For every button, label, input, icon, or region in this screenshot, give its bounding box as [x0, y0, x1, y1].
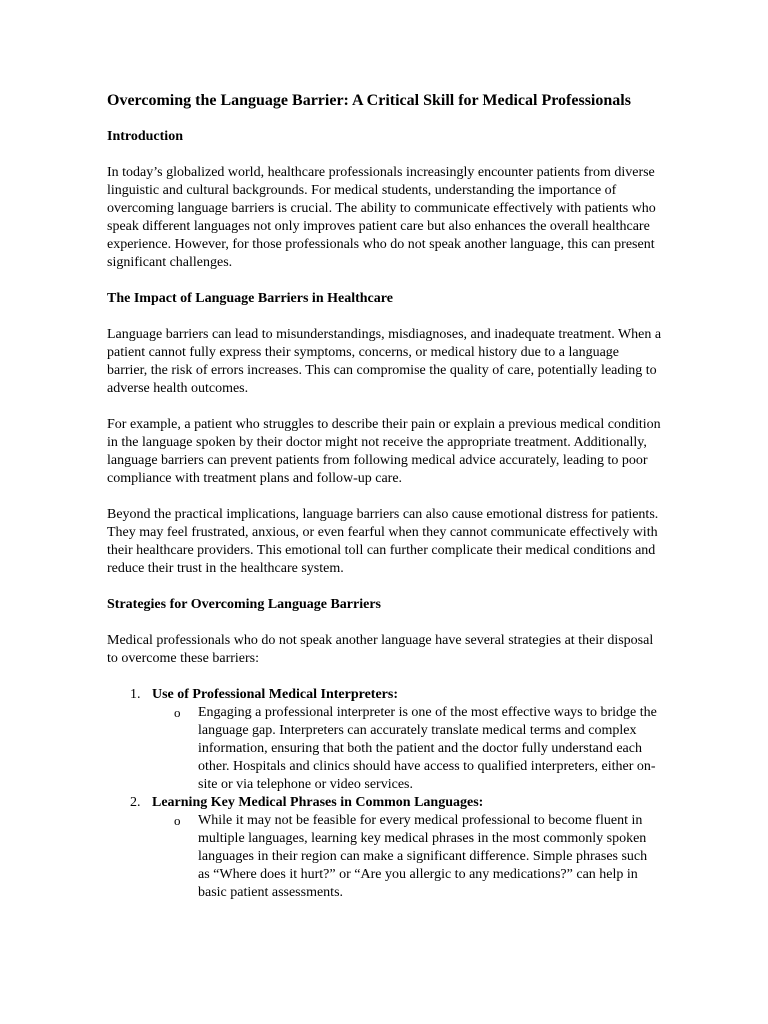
circle-bullet-icon: o [174, 705, 181, 720]
impact-paragraph-2: For example, a patient who struggles to describe their pain or explain a previous medical condition in the language spoken by their doctor might not receive the appropriate treatment. Additionally, language barriers can prevent patients from following medical advice accurately, leading to poor compliance with treatment plans and follow-up care. [107, 417, 661, 486]
sub-list-item [152, 812, 662, 902]
list-item [107, 794, 662, 902]
intro-paragraph: In today’s globalized world, healthcare professionals increasingly encounter patients from diverse linguistic and cultural backgrounds. For medical students, understanding the importance of overcoming language barriers is crucial. The ability to communicate effectively with patients who speak different languages not only improves patient care but also enhances the overall healthcare experience. However, for those professionals who do not speak another language, this can present significant challenges. [107, 165, 656, 270]
list-item-title: Learning Key Medical Phrases in Common Languages: [152, 795, 484, 810]
sub-list-item-text: While it may not be feasible for every medical professional to become fluent in multiple languages, learning key medical phrases in the most commonly spoken languages in their region can make a significant difference. Simple phrases such as “Where does it hurt?” or “Are you allergic to any medications?” can help in basic patient assessments. [198, 813, 648, 900]
list-item-number: 1. [130, 687, 141, 702]
sub-list [152, 812, 662, 902]
list-item [107, 686, 662, 794]
strategies-paragraph: Medical professionals who do not speak another language have several strategies at their disposal to overcome these barriers: [107, 633, 654, 666]
impact-paragraph-1: Language barriers can lead to misunderstandings, misdiagnoses, and inadequate treatment. When a patient cannot fully express their symptoms, concerns, or medical history due to a language barrier, the risk of errors increases. This can compromise the quality of care, potentially leading to adverse health outcomes. [107, 327, 662, 396]
impact-paragraph-3: Beyond the practical implications, language barriers can also cause emotional distress for patients. They may feel frustrated, anxious, or even fearful when they cannot communicate effectively with their healthcare providers. This emotional toll can further complicate their medical conditions and reduce their trust in the healthcare system. [107, 507, 659, 576]
list-item-title: Use of Professional Medical Interpreters: [152, 687, 398, 702]
section-heading-strategies: Strategies for Overcoming Language Barriers [107, 597, 381, 612]
list-item-number: 2. [130, 795, 141, 810]
strategies-list [107, 686, 662, 902]
sub-list [152, 704, 662, 794]
document-page [107, 91, 662, 902]
sub-list-item [152, 704, 662, 794]
section-heading-introduction: Introduction [107, 129, 183, 144]
section-heading-impact: The Impact of Language Barriers in Healthcare [107, 291, 393, 306]
document-title: Overcoming the Language Barrier: A Critical Skill for Medical Professionals [107, 92, 631, 109]
sub-list-item-text: Engaging a professional interpreter is one of the most effective ways to bridge the language gap. Interpreters can accurately translate medical terms and complex information, ensuring that both the patient and the doctor fully understand each other. Hospitals and clinics should have access to qualified interpreters, either on-site or via telephone or video services. [198, 705, 657, 792]
circle-bullet-icon: o [174, 813, 181, 828]
